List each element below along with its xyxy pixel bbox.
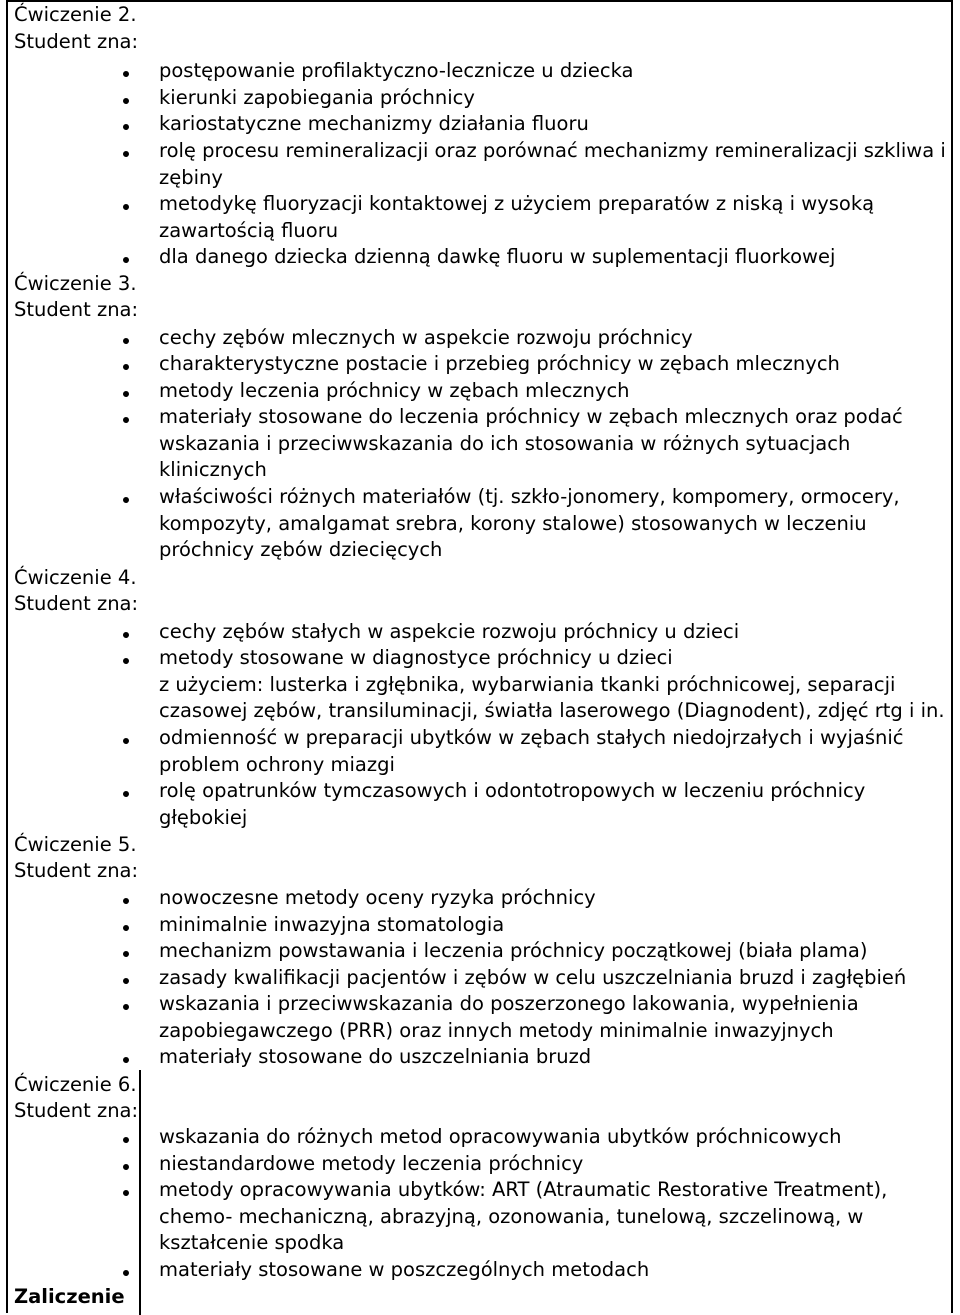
- bullet-icon: [123, 658, 129, 664]
- bullet-icon: [123, 791, 129, 797]
- bullet-icon: [123, 204, 129, 210]
- list-item: rolę opatrunków tymczasowych i odontotropowych w leczeniu próchnicy głębokiej: [159, 779, 866, 829]
- bullet-icon: [123, 925, 129, 931]
- bullet-icon: [123, 98, 129, 104]
- section-subheading: Student zna:: [14, 592, 139, 615]
- list-item: odmienność w preparacji ubytków w zębach stałych niedojrzałych i wyjaśnić problem ochrony miazgi: [159, 726, 904, 776]
- section-heading: Ćwiczenie 2.: [14, 3, 137, 26]
- section-subheading: Student zna:: [14, 859, 139, 882]
- bullet-icon: [123, 391, 129, 397]
- bullet-icon: [123, 951, 129, 957]
- list-item: materiały stosowane w poszczególnych metodach: [159, 1258, 650, 1281]
- list-item: nowoczesne metody oceny ryzyka próchnicy: [159, 886, 596, 909]
- list-item-continuation: z użyciem: lusterka i zgłębnika, wybarwiania tkanki próchnicowej, separacji: [159, 673, 896, 696]
- bullet-icon: [123, 1004, 129, 1010]
- list-item: minimalnie inwazyjna stomatologia: [159, 913, 505, 936]
- list-item: metody leczenia próchnicy w zębach mlecznych: [159, 379, 630, 402]
- list-item: charakterystyczne postacie i przebieg próchnicy w zębach mlecznych: [159, 352, 840, 375]
- bullet-icon: [123, 71, 129, 77]
- list-item: metody opracowywania ubytków: ART (Atraumatic Restorative Treatment), chemo- mechaniczną, abrazyjną, ozonowania, tunelową, szczelinową, w kształcenie spodka: [159, 1178, 888, 1254]
- bullet-icon: [123, 632, 129, 638]
- list-item-continuation: czasowej zębów, transiluminacji, światła laserowego (Diagnodent), zdjęć rtg i in.: [159, 699, 945, 722]
- footer-heading: Zaliczenie: [14, 1285, 125, 1308]
- section-heading: Ćwiczenie 4.: [14, 566, 137, 589]
- list-item: niestandardowe metody leczenia próchnicy: [159, 1152, 584, 1175]
- list-item: metodykę fluoryzacji kontaktowej z użyciem preparatów z niską i wysoką zawartością fluoru: [159, 192, 875, 242]
- bullet-icon: [123, 898, 129, 904]
- bullet-icon: [123, 1190, 129, 1196]
- list-item: metody stosowane w diagnostyce próchnicy u dzieci: [159, 646, 673, 669]
- bullet-icon: [123, 338, 129, 344]
- bullet-icon: [123, 151, 129, 157]
- list-item: rolę procesu remineralizacji oraz porównać mechanizmy remineralizacji szkliwa i zębiny: [159, 139, 946, 189]
- section-subheading: Student zna:: [14, 1099, 139, 1122]
- bullet-icon: [123, 364, 129, 370]
- bullet-icon: [123, 1270, 129, 1276]
- list-item: zasady kwalifikacji pacjentów i zębów w celu uszczelniania bruzd i zagłębień: [159, 966, 907, 989]
- section-heading: Ćwiczenie 6.: [14, 1073, 137, 1096]
- list-item: cechy zębów stałych w aspekcie rozwoju próchnicy u dzieci: [159, 620, 740, 643]
- list-item: właściwości różnych materiałów (tj. szkło-jonomery, kompomery, ormocery, kompozyty, amalgamat srebra, korony stalowe) stosowanych w leczeniu próchnicy zębów dziecięcych: [159, 485, 900, 561]
- section-heading: Ćwiczenie 5.: [14, 833, 137, 856]
- bullet-icon: [123, 497, 129, 503]
- list-item: mechanizm powstawania i leczenia próchnicy początkowej (biała plama): [159, 939, 868, 962]
- section-subheading: Student zna:: [14, 30, 139, 53]
- list-item: postępowanie profilaktyczno-lecznicze u dziecka: [159, 59, 634, 82]
- list-item: cechy zębów mlecznych w aspekcie rozwoju próchnicy: [159, 326, 693, 349]
- list-item: materiały stosowane do leczenia próchnicy w zębach mlecznych oraz podać wskazania i przeciwwskazania do ich stosowania w różnych sytuacjach klinicznych: [159, 405, 903, 481]
- bullet-icon: [123, 1164, 129, 1170]
- column-divider: [139, 1070, 141, 1315]
- section-subheading: Student zna:: [14, 298, 139, 321]
- bullet-icon: [123, 124, 129, 130]
- list-item: kierunki zapobiegania próchnicy: [159, 86, 475, 109]
- list-item: wskazania i przeciwwskazania do poszerzonego lakowania, wypełnienia zapobiegawczego (PRR) oraz innych metody minimalnie inwazyjnych: [159, 992, 859, 1042]
- bullet-icon: [123, 257, 129, 263]
- bullet-icon: [123, 738, 129, 744]
- bullet-icon: [123, 417, 129, 423]
- list-item: dla danego dziecka dzienną dawkę fluoru w suplementacji fluorkowej: [159, 245, 836, 268]
- bullet-icon: [123, 1057, 129, 1063]
- section-heading: Ćwiczenie 3.: [14, 272, 137, 295]
- list-item: kariostatyczne mechanizmy działania fluoru: [159, 112, 589, 135]
- bullet-icon: [123, 978, 129, 984]
- bullet-icon: [123, 1137, 129, 1143]
- list-item: wskazania do różnych metod opracowywania ubytków próchnicowych: [159, 1125, 842, 1148]
- list-item: materiały stosowane do uszczelniania bruzd: [159, 1045, 592, 1068]
